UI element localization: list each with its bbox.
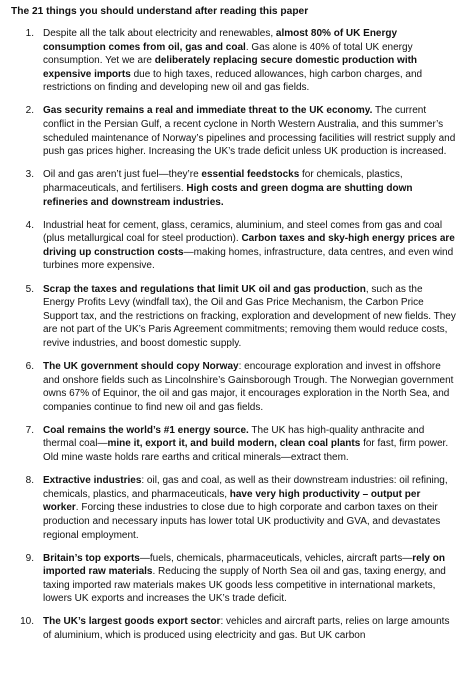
emphasis-text: Carbon taxes and sky-high energy prices are driving up construction costs [43,233,455,258]
list-item [11,219,456,273]
body-text: for chemicals, plastics, pharmaceuticals, and fertilisers. [43,169,403,194]
body-text: due to high taxes, reduced allowances, high carbon charges, and restrictions on finding and developing new oil and gas fields. [43,68,423,94]
body-text: Industrial heat for cement, glass, ceramics, aluminium, and steel comes from gas and coal (plus metallurgical coal for steel production). [43,219,443,245]
body-text: . Reducing the supply of North Sea oil and gas, taxing energy, and taxing imported raw materials makes UK goods less competitive in international markets, lowers UK exports and increases the UK’s trade deficit. [43,566,446,605]
emphasis-text: almost 80% of UK Energy consumption comes from oil, gas and coal [43,28,398,53]
emphasis-text: have very high productivity – output per worker [43,488,421,514]
item-text [43,615,456,642]
body-text: . Gas alone is 40% of total UK energy consumption. Yet we are [43,41,413,67]
item-number: 3. [25,169,34,181]
list-item [11,168,456,209]
emphasis-text: Britain’s top exports [43,552,140,564]
list-item [11,104,456,158]
item-number: 5. [25,283,34,295]
numbered-list [11,27,456,643]
item-number: 8. [25,475,34,487]
item-number: 6. [25,360,34,372]
item-text [43,552,456,606]
item-text [43,424,456,465]
emphasis-text: rely on imported raw materials [43,552,445,578]
emphasis-text: The UK’s largest goods export sector [43,616,221,628]
list-item [11,27,456,95]
emphasis-text: Scrap the taxes and regulations that limit UK oil and gas production [43,283,366,295]
body-text: . Forcing these industries to close due to high corporate and carbon taxes on their production and necessary inputs has lower total UK productivity and GVA, and devastates regional employment. [43,502,441,541]
list-item [11,424,456,465]
item-number: 10. [20,616,34,628]
item-text [43,219,456,273]
item-text [43,360,456,414]
emphasis-text: deliberately replacing secure domestic production with expensive imports [43,55,418,80]
emphasis-text: essential feedstocks [201,169,300,181]
emphasis-text: High costs and green dogma are shutting down refineries and downstream industries. [43,182,413,208]
item-text [43,104,456,158]
item-text [43,27,456,95]
emphasis-text: The UK government should copy Norway [43,360,239,372]
emphasis-text: Coal remains the world’s #1 energy source. [43,424,249,436]
body-text: —fuels, chemicals, pharmaceuticals, vehicles, aircraft parts— [139,552,413,564]
list-item [11,360,456,414]
list-item [11,283,456,351]
item-number: 7. [25,424,34,436]
body-text: for fast, firm power. Old mine waste holds rare earths and critical minerals—extract them. [43,438,449,464]
item-number: 9. [25,552,34,564]
emphasis-text: mine it, export it, and build modern, clean coal plants [107,438,361,450]
body-text: Despite all the talk about electricity and renewables, [43,28,276,39]
list-item [11,474,456,542]
body-text: : oil, gas and coal, as well as their downstream industries: oil refining, chemicals, plastics, and pharmaceuticals, [43,475,448,500]
item-number: 2. [25,105,34,117]
document-title: The 21 things you should understand after reading this paper [11,6,309,17]
body-text: —making homes, infrastructure, data centres, and even wind turbines more expensive. [43,246,454,272]
item-number: 1. [25,28,34,39]
body-text: : vehicles and aircraft parts, relies on large amounts of aluminium, which is produced using electricity and gas. But UK carbon [43,616,450,642]
body-text: , such as the Energy Profits Levy (windfall tax), the Oil and Gas Price Mechanism, the Carbon Price Support tax, and the restrictions on fracking, exploration and development of new fields. They are not part of the UK’s Paris Agreement commitments; removing them would reduce costs, revive industries, and boost domestic supply. [43,283,456,349]
item-text [43,168,456,209]
body-text: The UK has high-quality anthracite and thermal coal— [43,424,425,450]
emphasis-text: Extractive industries [43,475,142,487]
item-number: 4. [25,219,34,231]
item-text [43,474,456,542]
body-text: Oil and gas aren’t just fuel—they’re [43,169,202,181]
body-text: : encourage exploration and invest in offshore and onshore fields such as Lincolnshire’s Gainsborough Trough. The Norwegian government owns 67% of Equinor, the oil and gas major, it encourages exploration in the North Sea, and companies continue to find new oil and gas fields. [43,360,454,413]
body-text: The current conflict in the Persian Gulf, a recent cyclone in North Western Australia, and this summer’s scheduled maintenance of Norway’s pipelines and processing facilities will restrict supply and push gas prices higher. Increasing the UK’s trade deficit unless UK production is increased. [43,105,456,158]
item-text [43,283,456,351]
list-item [11,615,456,642]
emphasis-text: Gas security remains a real and immediate threat to the UK economy. [43,105,373,117]
list-item [11,552,456,606]
